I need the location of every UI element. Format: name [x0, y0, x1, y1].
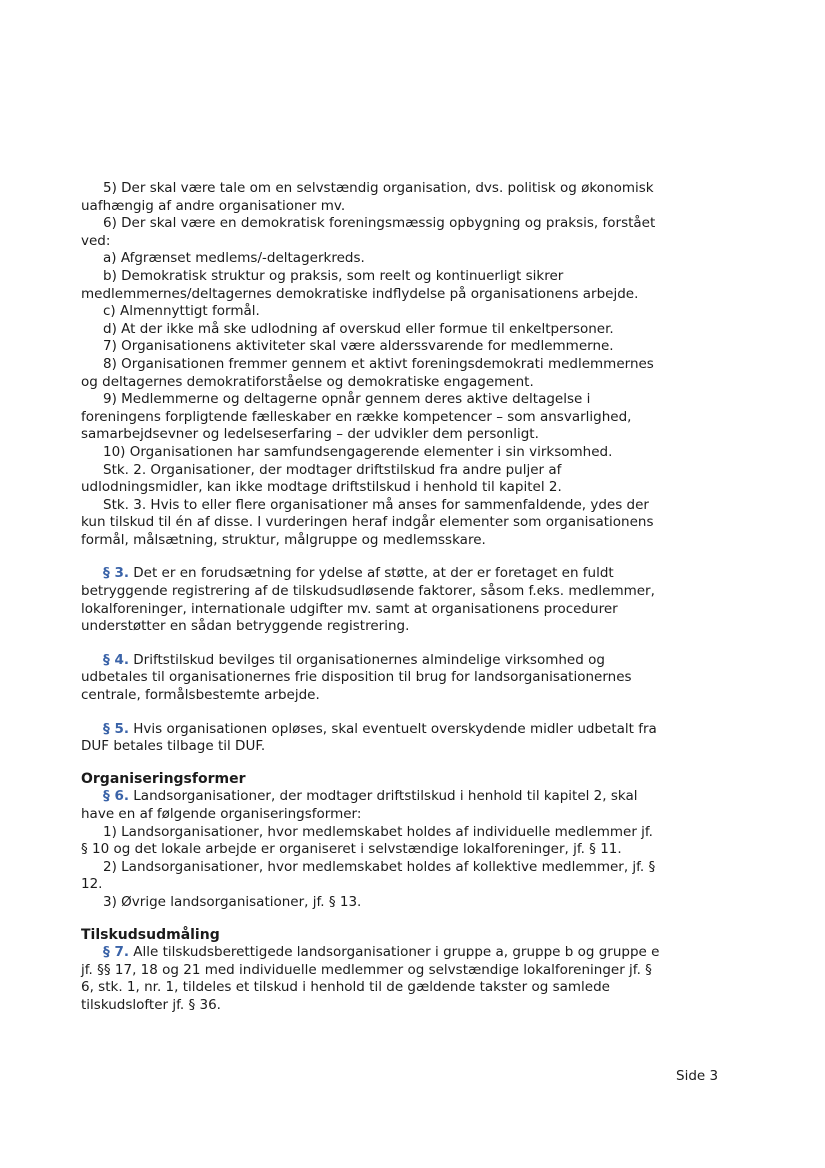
- section-6-label: § 6.: [103, 788, 129, 805]
- criterion-6a: a) Afgrænset medlems/-deltagerkreds.: [103, 250, 365, 267]
- organisation-form-1: 1) Landsorganisationer, hvor medlemskabet holdes af individuelle medlemmer jf. § 10 og det lokale arbejde er organiseret i selvstændige lokalforeninger, jf. § 11.: [81, 823, 653, 858]
- criterion-7: 7) Organisationens aktiviteter skal være alderssvarende for medlemmerne.: [103, 338, 614, 355]
- criterion-6c: c) Almennyttigt formål.: [103, 303, 260, 320]
- organisation-form-2: 2) Landsorganisationer, hvor medlemskabet holdes af kollektive medlemmer, jf. § 12.: [81, 858, 656, 893]
- section-5-label: § 5.: [103, 720, 129, 737]
- stk-3: Stk. 3. Hvis to eller flere organisationer må anses for sammenfaldende, ydes der kun tilskud til én af disse. I vurderingen heraf indgår elementer som organisationens formål, målsætning, struktur, målgruppe og medlemsskare.: [81, 496, 654, 548]
- page-number: Side 3: [676, 1068, 719, 1084]
- criterion-6: 6) Der skal være en demokratisk foreningsmæssig opbygning og praksis, forstået ved:: [81, 215, 656, 249]
- heading-organiseringsformer: Organiseringsformer: [81, 770, 246, 787]
- section-4: [81, 652, 661, 705]
- criterion-9: 9) Medlemmerne og deltagerne opnår gennem deres aktive deltagelse i foreningens forpligtende fælleskaber en række kompetencer – som ansvarlighed, samarbejdsevner og ledelseserfaring – der udvikler dem personligt.: [81, 391, 632, 443]
- stk-2: Stk. 2. Organisationer, der modtager driftstilskud fra andre puljer af udlodningsmidler, kan ikke modtage driftstilskud i henhold til kapitel 2.: [81, 461, 562, 496]
- section-7-text: Alle tilskudsberettigede landsorganisationer i gruppe a, gruppe b og gruppe e jf. §§ 17, 18 og 21 med individuelle medlemmer og selvstændige lokalforeninger jf. § 6, stk. 1, nr. 1, tildeles et tilskud i henhold til de gældende takster og samlede tilskudslofter jf. § 36.: [81, 944, 660, 1013]
- section-3-text: Det er en forudsætning for ydelse af støtte, at der er foretaget en fuldt betryggende registrering af de tilskudsudløsende faktorer, såsom f.eks. medlemmer, lokalforeninger, internationale udgifter mv. samt at organisationens procedurer understøtter en sådan betryggende registrering.: [81, 565, 655, 635]
- section-4-text: Driftstilskud bevilges til organisationernes almindelige virksomhed og udbetales til organisationernes frie disposition til brug for landsorganisationernes centrale, formålsbestemte arbejde.: [81, 651, 632, 704]
- criterion-5: 5) Der skal være tale om en selvstændig organisation, dvs. politisk og økonomisk uafhængig af andre organisationer mv.: [81, 180, 654, 214]
- section-4-label: § 4.: [103, 651, 129, 668]
- section-5-text: Hvis organisationen opløses, skal eventuelt overskydende midler udbetalt fra DUF betales tilbage til DUF.: [81, 720, 657, 755]
- section-6-text: Landsorganisationer, der modtager driftstilskud i henhold til kapitel 2, skal have en af følgende organiseringsformer:: [81, 788, 638, 822]
- section-3: [81, 565, 661, 635]
- criterion-6d: d) At der ikke må ske udlodning af overskud eller formue til enkeltpersoner.: [103, 320, 614, 337]
- section-7-label: § 7.: [103, 944, 129, 961]
- section-3-label: § 3.: [103, 565, 129, 582]
- heading-tilskudsudmaaling: Tilskudsudmåling: [81, 926, 220, 943]
- body-text: [81, 180, 661, 1015]
- section-5: [81, 721, 661, 756]
- section-6: [81, 788, 661, 823]
- section-7: [81, 944, 661, 1014]
- organisation-form-3: 3) Øvrige landsorganisationer, jf. § 13.: [103, 893, 362, 910]
- criterion-6b: b) Demokratisk struktur og praksis, som reelt og kontinuerligt sikrer medlemmernes/deltagernes demokratiske indflydelse på organisationens arbejde.: [81, 267, 639, 302]
- criterion-8: 8) Organisationen fremmer gennem et aktivt foreningsdemokrati medlemmernes og deltagernes demokratiforståelse og demokratiske engagement.: [81, 355, 654, 390]
- criterion-10: 10) Organisationen har samfundsengagerende elementer i sin virksomhed.: [103, 443, 613, 460]
